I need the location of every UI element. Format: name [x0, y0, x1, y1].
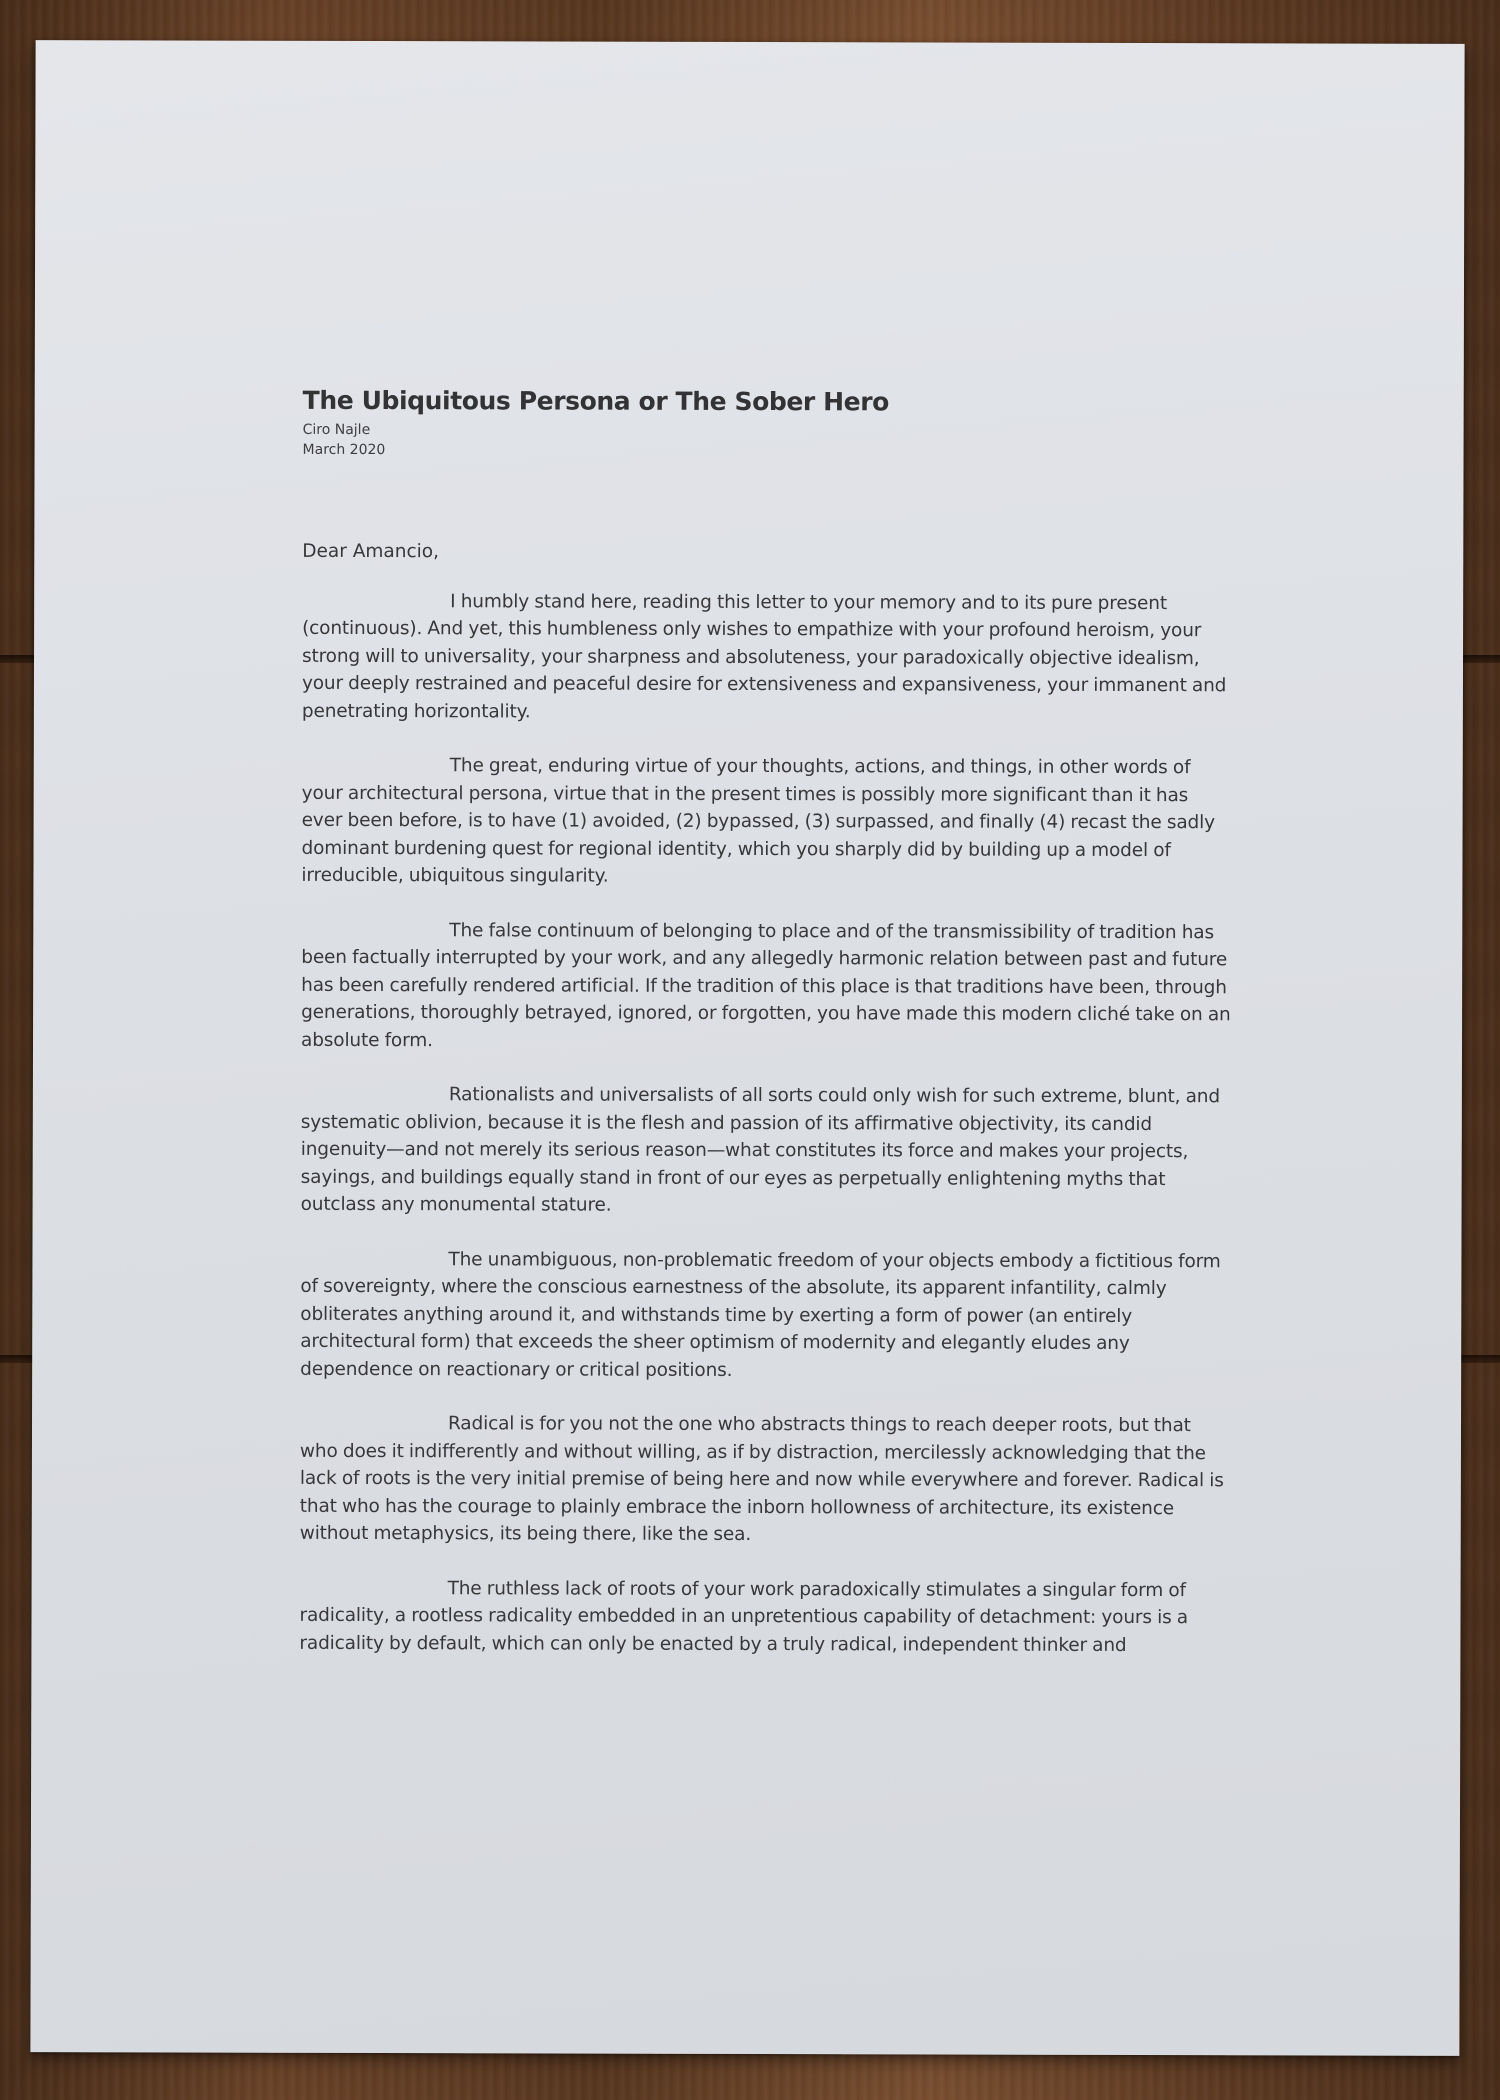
paragraph: Radical is for you not the one who abstracts things to reach deeper roots, but that who does it indifferently and without willing, as if by distraction, mercilessly acknowledging that the lack of roots is the very initial premise of being here and now while everywhere and forever. Radical is that who has the courage to plainly embrace the inborn hollowness of architecture, its existence without metaphysics, its being there, like the sea.	[299, 1413, 1224, 1546]
document-author: Ciro Najle	[302, 421, 371, 439]
paper-sheet	[30, 40, 1464, 2056]
paragraph: The ruthless lack of roots of your work paradoxically stimulates a singular form of radicality, a rootless radicality embedded in an unpretentious capability of detachment: yours is a radicality by default, which can only be enacted by a truly radical, independent thinker and	[299, 1577, 1189, 1656]
paragraph: I humbly stand here, reading this letter to your memory and to its pure present (continuous). And yet, this humbleness only wishes to empathize with your profound heroism, your strong will to universality, your sharpness and absoluteness, your paradoxically objective idealism, your deeply restrained and peaceful desire for extensiveness and expansiveness, your immanent and penetrating horizontality.	[301, 590, 1227, 722]
paragraph: Rationalists and universalists of all sorts could only wish for such extreme, blunt, and systematic oblivion, because it is the flesh and passion of its affirmative objectivity, its candid ingenuity—and not merely its serious reason—what constitutes its force and makes your projects, sayings, and buildings equally stand in front of our eyes as perpetually enlightening myths that outclass any monumental stature.	[300, 1084, 1221, 1216]
paragraph: The unambiguous, non-problematic freedom of your objects embody a fictitious form of sovereignty, where the conscious earnestness of the absolute, its apparent infantility, calmly obliterates anything around it, and withstands time by exerting a form of power (an entirely architectural form) that exceeds the sheer optimism of modernity and elegantly eludes any dependence on reactionary or critical positions.	[300, 1248, 1221, 1381]
paragraph: The great, enduring virtue of your thoughts, actions, and things, in other words of your architectural persona, virtue that in the present times is possibly more significant than it has ever been before, is to have (1) avoided, (2) bypassed, (3) surpassed, and finally (4) recast the sadly dominant burdening quest for regional identity, which you sharply did by building up a model of irreducible, ubiquitous singularity.	[301, 755, 1215, 887]
document-title: The Ubiquitous Persona or The Sober Hero	[302, 385, 889, 417]
letter-body	[299, 386, 1232, 1659]
salutation: Dear Amancio,	[302, 540, 440, 563]
document-date: March 2020	[302, 441, 386, 459]
paragraph: The false continuum of belonging to place and of the transmissibility of tradition has been factually interrupted by your work, and any allegedly harmonic relation between past and future has been carefully rendered artificial. If the tradition of this place is that traditions have been, through generations, thoroughly betrayed, ignored, or forgotten, you have made this modern cliché take on an absolute form.	[300, 919, 1231, 1051]
